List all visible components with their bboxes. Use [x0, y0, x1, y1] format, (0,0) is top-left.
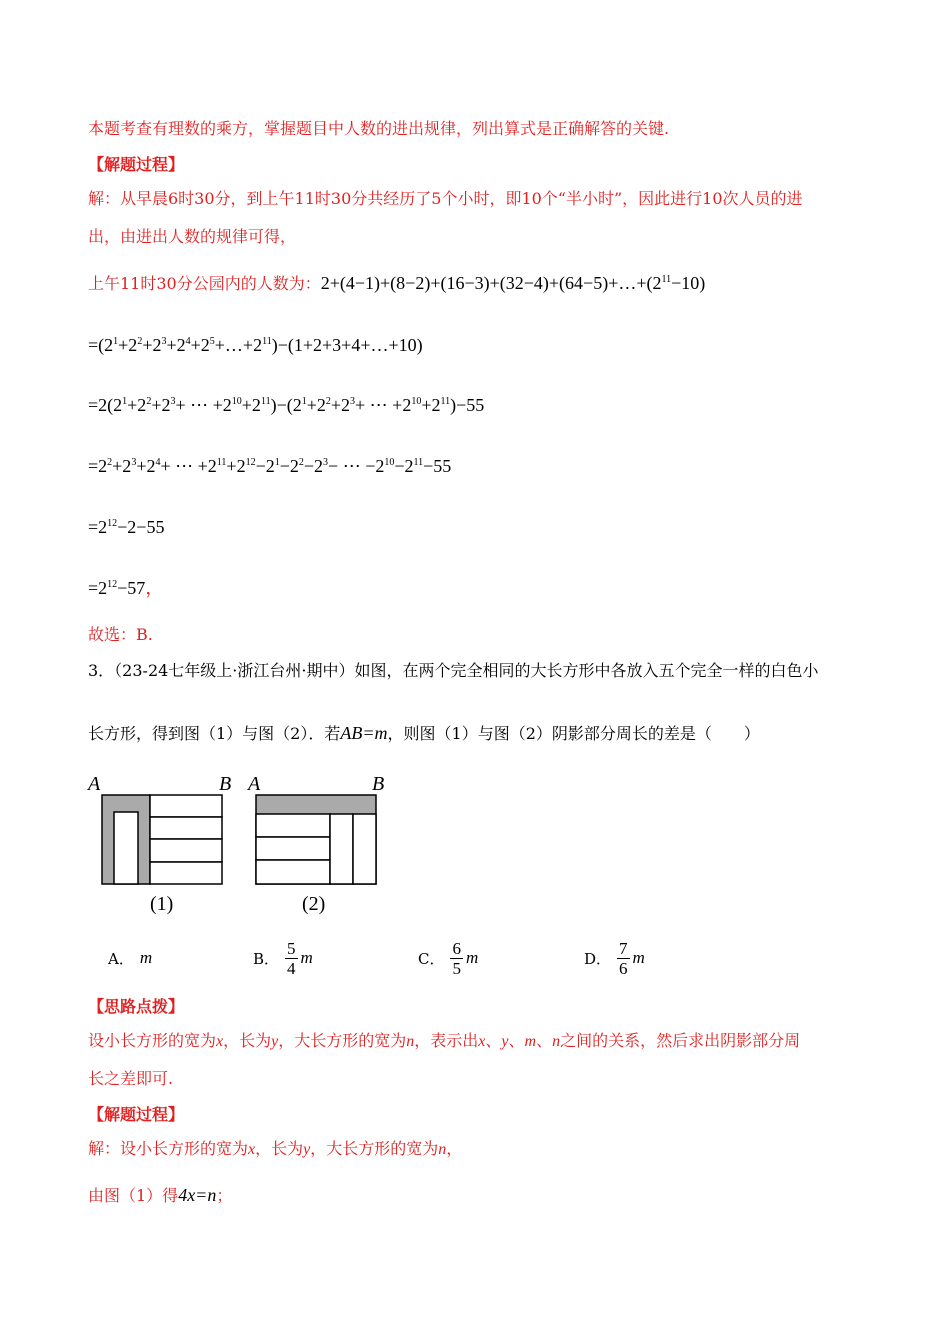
fig1-small-rect: [150, 795, 222, 817]
figure-1: [86, 773, 231, 915]
solution-expression-line: [88, 272, 705, 295]
equation-step-4: $=2^{12}-2-55$: [88, 517, 165, 537]
fig2-caption: (2): [302, 893, 326, 915]
figure-2: [246, 773, 384, 915]
fig1-label-a: A: [88, 773, 101, 795]
solution-2-line-1: 解：设小长方形的宽为x，长为y，大长方形的宽为n，: [88, 1139, 463, 1158]
equation-step-1: $=(2^1+2^2+2^3+2^4+2^5+\dots+2^{11})-(1+2+3+4+\dots+10)$: [88, 335, 423, 355]
question-3-line-2: 长方形，得到图（1）与图（2）．若AB=m，则图（1）与图（2）阴影部分周长的差是（ ）: [88, 723, 760, 743]
solution-para-2: 出，由进出人数的规律可得，: [88, 227, 297, 246]
solution-2-heading: 【解题过程】: [88, 1105, 185, 1124]
hint-heading: 【思路点拨】: [88, 997, 185, 1016]
expression-label: 上午11时30分公园内的人数为：: [88, 274, 321, 293]
fig2-small-rect-vertical: [353, 814, 376, 884]
fig1-caption: (1): [150, 893, 174, 915]
fig1-small-rect: [150, 839, 222, 862]
fig2-label-a: A: [248, 773, 261, 795]
solution-2-line-2: 由图（1）得4x=n；: [88, 1185, 233, 1205]
fig2-small-rect: [256, 837, 330, 860]
rectangle-figures: [84, 768, 404, 918]
intro-text: 本题考查有理数的乘方，掌握题目中人数的进出规律，列出算式是正确解答的关键.: [88, 119, 670, 138]
option-d[interactable]: D． $\frac{7}{6}$ m: [584, 938, 645, 978]
ab-equals-m: AB=m: [340, 723, 388, 743]
option-a[interactable]: A． m: [108, 948, 153, 968]
question-3-line-1: 3．（23-24七年级上·浙江台州·期中）如图，在两个完全相同的大长方形中各放入五个完全一样的白色小: [88, 661, 819, 680]
fig2-small-rect: [256, 860, 330, 884]
solution-heading: 【解题过程】: [88, 155, 185, 174]
equation-step-5: $=2^{12}-57$，: [88, 578, 164, 598]
fig1-small-rect-vertical: [114, 812, 138, 884]
equation-step-2: $=2(2^1+2^2+2^3+$ ⋯ $+2^{10}+2^{11})-(2^1+2^2+2^3+$ ⋯ $+2^{10}+2^{11})-55$: [88, 395, 485, 415]
option-b[interactable]: B． $\frac{5}{4}$ m: [253, 938, 313, 978]
fig1-label-b: B: [219, 773, 232, 795]
fig1-small-rect: [150, 862, 222, 884]
hint-line-1: 设小长方形的宽为x，长为y，大长方形的宽为n，表示出x、y、m、n之间的关系，然后求出阴影部分周: [88, 1031, 801, 1050]
answer-choice: 故选：B.: [88, 625, 153, 644]
fig2-small-rect-vertical: [330, 814, 353, 884]
fig2-small-rect: [256, 814, 330, 837]
answer-options: [108, 934, 868, 984]
solution-para-1: 解：从早晨6时30分，到上午11时30分共经历了5个小时，即10个“半小时”，因此进行10次人员的进: [88, 189, 803, 208]
fig1-small-rect: [150, 817, 222, 839]
option-c[interactable]: C． $\frac{6}{5}$ m: [418, 938, 479, 978]
hint-line-2: 长之差即可.: [88, 1069, 174, 1088]
equation-step-3: $=2^2+2^3+2^4+$ ⋯ $+2^{11}+2^{12}-2^1-2^2-2^3-$ ⋯ $-2^{10}-2^{11}-55$: [88, 456, 452, 476]
expression-sum: $2+(4-1)+(8-2)+(16-3)+(32-4)+(64-5)+\dots+(2^{11}-10)$: [320, 273, 706, 293]
fig2-label-b: B: [372, 773, 385, 795]
